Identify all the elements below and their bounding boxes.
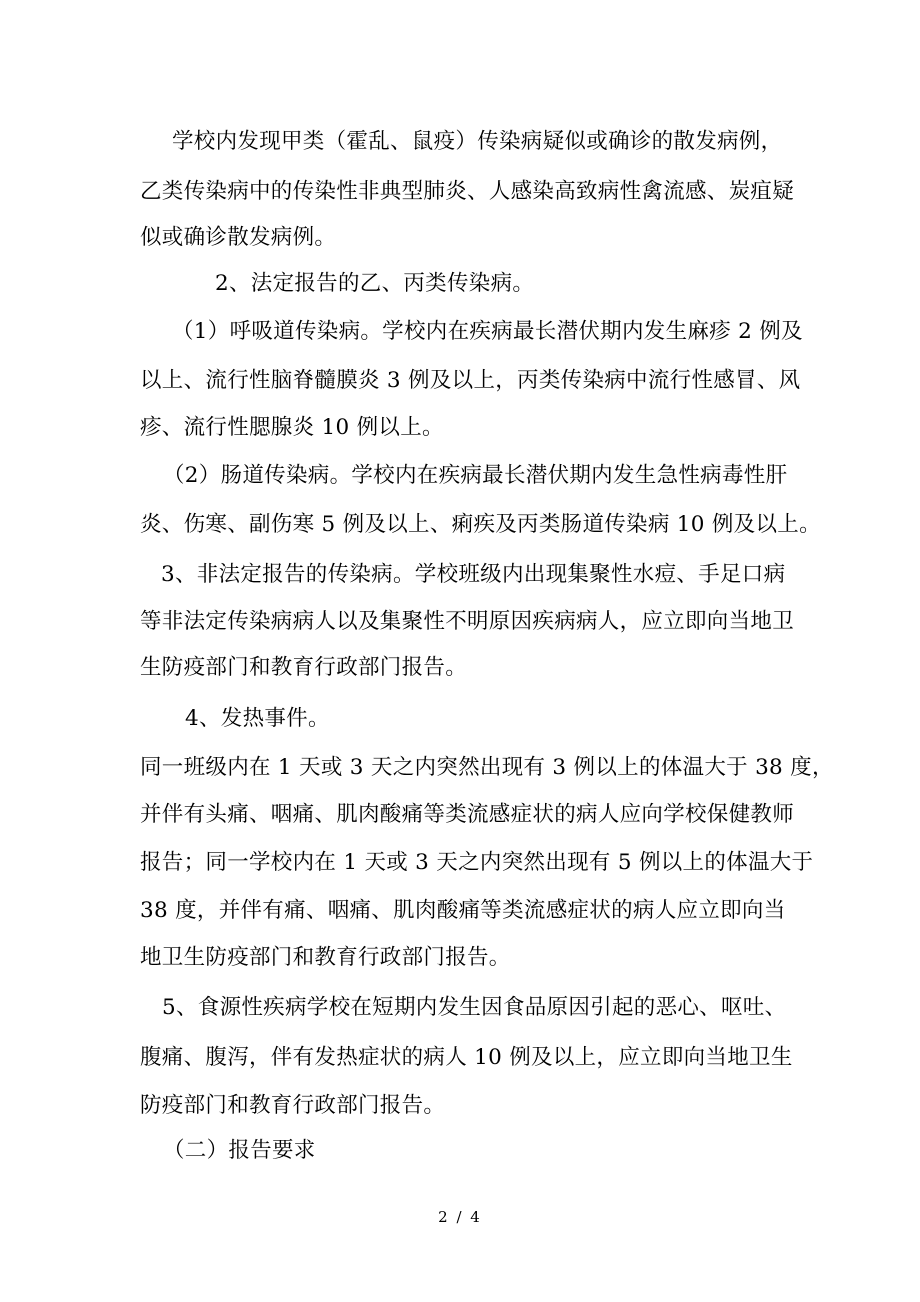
text-line: 报告；同一学校内在 1 天或 3 天之内突然出现有 5 例以上的体温大于 — [140, 850, 814, 875]
section-heading: （二）报告要求 — [163, 1138, 316, 1163]
section-heading: 2、法定报告的乙、丙类传染病。 — [215, 271, 535, 296]
text-line: （1）呼吸道传染病。学校内在疾病最长潜伏期内发生麻疹 2 例及 — [172, 319, 803, 344]
text-line: 似或确诊散发病例。 — [140, 225, 337, 250]
section-heading: 4、发热事件。 — [185, 706, 330, 731]
text-line: 以上、流行性脑脊髓膜炎 3 例及以上，丙类传染病中流行性感冒、风 — [140, 368, 801, 393]
text-line: 地卫生防疫部门和教育行政部门报告。 — [140, 945, 511, 970]
text-line: 38 度，并伴有痛、咽痛、肌肉酸痛等类流感症状的病人应立即向当 — [140, 898, 786, 923]
text-line: 防疫部门和教育行政部门报告。 — [140, 1093, 446, 1118]
text-line: 学校内发现甲类（霍乱、鼠疫）传染病疑似或确诊的散发病例， — [172, 129, 783, 154]
text-line: 疹、流行性腮腺炎 10 例以上。 — [140, 415, 444, 440]
page-number: 2 / 4 — [438, 1208, 482, 1226]
text-line: 同一班级内在 1 天或 3 天之内突然出现有 3 例以上的体温大于 38 度， — [140, 755, 834, 780]
text-line: 3、非法定报告的传染病。学校班级内出现集聚性水痘、手足口病 — [161, 562, 786, 587]
text-line: 5、食源性疾病学校在短期内发生因食品原因引起的恶心、呕吐、 — [162, 995, 787, 1020]
text-line: 炎、伤寒、副伤寒 5 例及以上、痢疾及丙类肠道传染病 10 例及以上。 — [140, 512, 821, 537]
text-line: 并伴有头痛、咽痛、肌肉酸痛等类流感症状的病人应向学校保健教师 — [140, 802, 795, 827]
text-line: 生防疫部门和教育行政部门报告。 — [140, 655, 468, 680]
text-line: 乙类传染病中的传染性非典型肺炎、人感染高致病性禽流感、炭疽疑 — [140, 179, 795, 204]
text-line: （2）肠道传染病。学校内在疾病最长潜伏期内发生急性病毒性肝 — [163, 463, 788, 488]
text-line: 腹痛、腹泻，伴有发热症状的病人 10 例及以上，应立即向当地卫生 — [140, 1045, 793, 1070]
text-line: 等非法定传染病病人以及集聚性不明原因疾病病人，应立即向当地卫 — [140, 609, 795, 634]
